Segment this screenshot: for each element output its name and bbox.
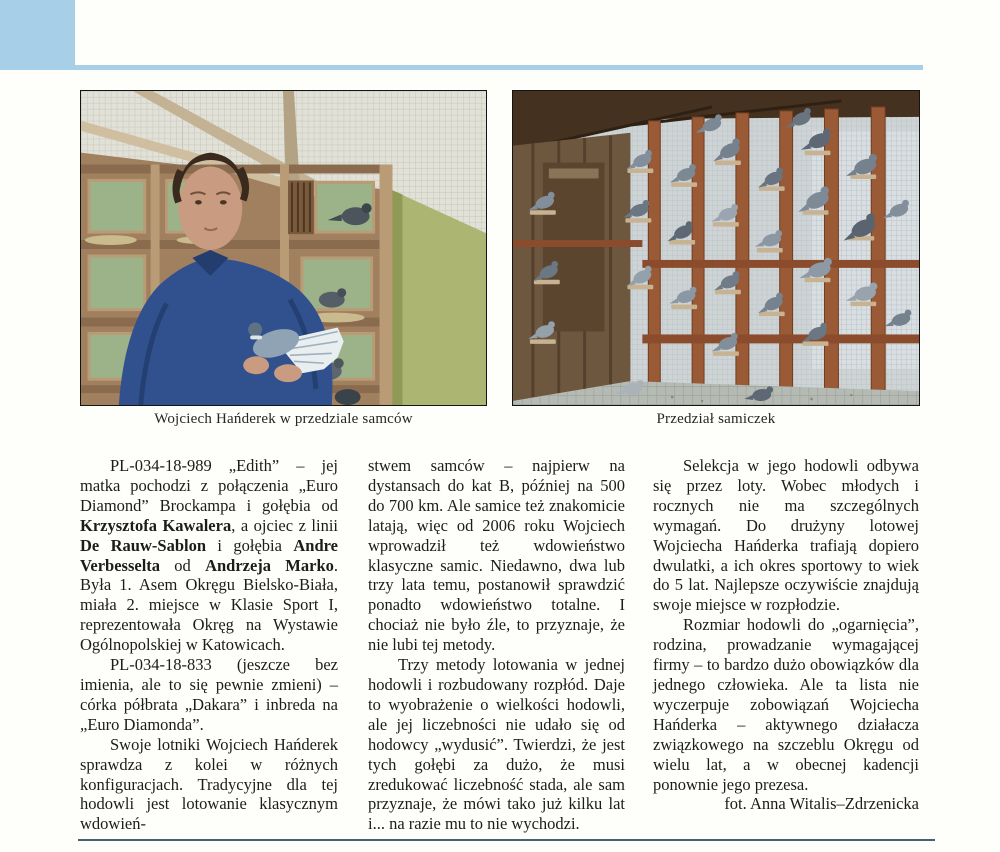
article-column-1: [80, 456, 338, 834]
loft-photo-illustration: [81, 91, 486, 405]
header-accent-block: [0, 0, 75, 65]
paragraph-flying-methods-start: Swoje lotniki Wojciech Hańderek sprawdza z kolei w różnych konfiguracjach. Tradycyjne dla tej hodowli jest lotowanie klasycznym wdowień-: [80, 734, 338, 834]
photo-breeder-with-pigeon: [80, 90, 487, 406]
article-column-3: [653, 456, 919, 814]
paragraph-pedigree-edith: [80, 456, 338, 655]
paragraph-widowhood-continued: stwem samców – najpierw na dystansach do kat B, później na 500 do 700 km. Ale samice też znakomicie latają, więc od 2006 roku Wojciech wprowadził też wdowieństwo klasyczne samic. Niedawno, dwa lub trzy lata temu, postanowił sprawdzić ponadto wdowieństwo totalne. I chociaż nie było źle, to przyznaje, że nie lubi tej metody.: [368, 456, 625, 655]
paragraph-pedigree-833: PL-034-18-833 (jeszcze bez imienia, ale to się pewnie zmieni) – córka półbrata „Dakara” i inbreda na „Euro Diamonda”.: [80, 655, 338, 734]
paragraph-obligations: Rozmiar hodowli do „ogarnięcia”, rodzina, prowadzanie wymagającej firmy – to bardzo dużo obowiązków dla jednego człowieka. Ale ta lista nie wyczerpuje zobowiązań Wojciecha Hańderka – aktywnego działacza związkowego na szczeblu Okręgu od wielu lat, a w obecnej kadencji ponownie jego prezesa.: [653, 615, 919, 794]
text-run: PL-034-18-989 „Edith” – jej matka pochodzi z połączenia „Euro Diamond” Brockampa i gołębia od: [80, 456, 338, 515]
aviary-photo-illustration: [513, 91, 919, 405]
photo-caption-left: Wojciech Hańderek w przedziale samców: [154, 411, 413, 427]
paragraph-selection: Selekcja w jego hodowli odbywa się przez loty. Wobec młodych i rocznych nie ma szczególnych wymagań. Do drużyny lotowej Wojciecha Hańderka trafiają dopiero dwulatki, a ich okres sportowy to wiek do 5 lat. Najlepsze oczywiście znajdują swoje miejsce w rozpłodzie.: [653, 456, 919, 615]
photo-hens-aviary: [512, 90, 920, 406]
bold-name-kawalera: Krzysztofa Kawalera: [80, 515, 232, 535]
text-run: i gołębia: [206, 535, 294, 555]
text-run: od: [160, 555, 206, 575]
footer-rule: [78, 839, 935, 841]
photo-credit-line: fot. Anna Witalis–Zdrzenicka: [724, 794, 919, 814]
article-column-2: [368, 456, 625, 834]
bold-name-marko: Andrzeja Marko: [205, 555, 334, 575]
text-run: , a ojciec z linii: [231, 515, 339, 535]
bold-name-de-rauw-sablon: De Rauw-Sablon: [80, 535, 207, 555]
photo-caption-right: Przedział samiczek: [656, 411, 776, 427]
bold-name-verbesselta: Andre Verbesselta: [80, 535, 338, 575]
paragraph-three-methods: Trzy metody lotowania w jednej hodowli i rozbudowany rozpłód. Daje to wyobrażenie o wielkości hodowli, ale jej liczebności nie udało się od hodowcy „wydusić”. Twierdzi, że jest tych gołębi za dużo, że musi zredukować liczebność stada, ale sam przyznaje, że mówi tako już kilku lat i... na razie mu to nie wychodzi.: [368, 655, 625, 834]
header-accent-bar: [0, 65, 923, 70]
text-run: . Była 1. Asem Okręgu Bielsko-Biała, miała 2. miejsce w Klasie Sport I, reprezentowała Okręg na Wystawie Ogólnopolskiej w Katowicach.: [80, 555, 339, 655]
